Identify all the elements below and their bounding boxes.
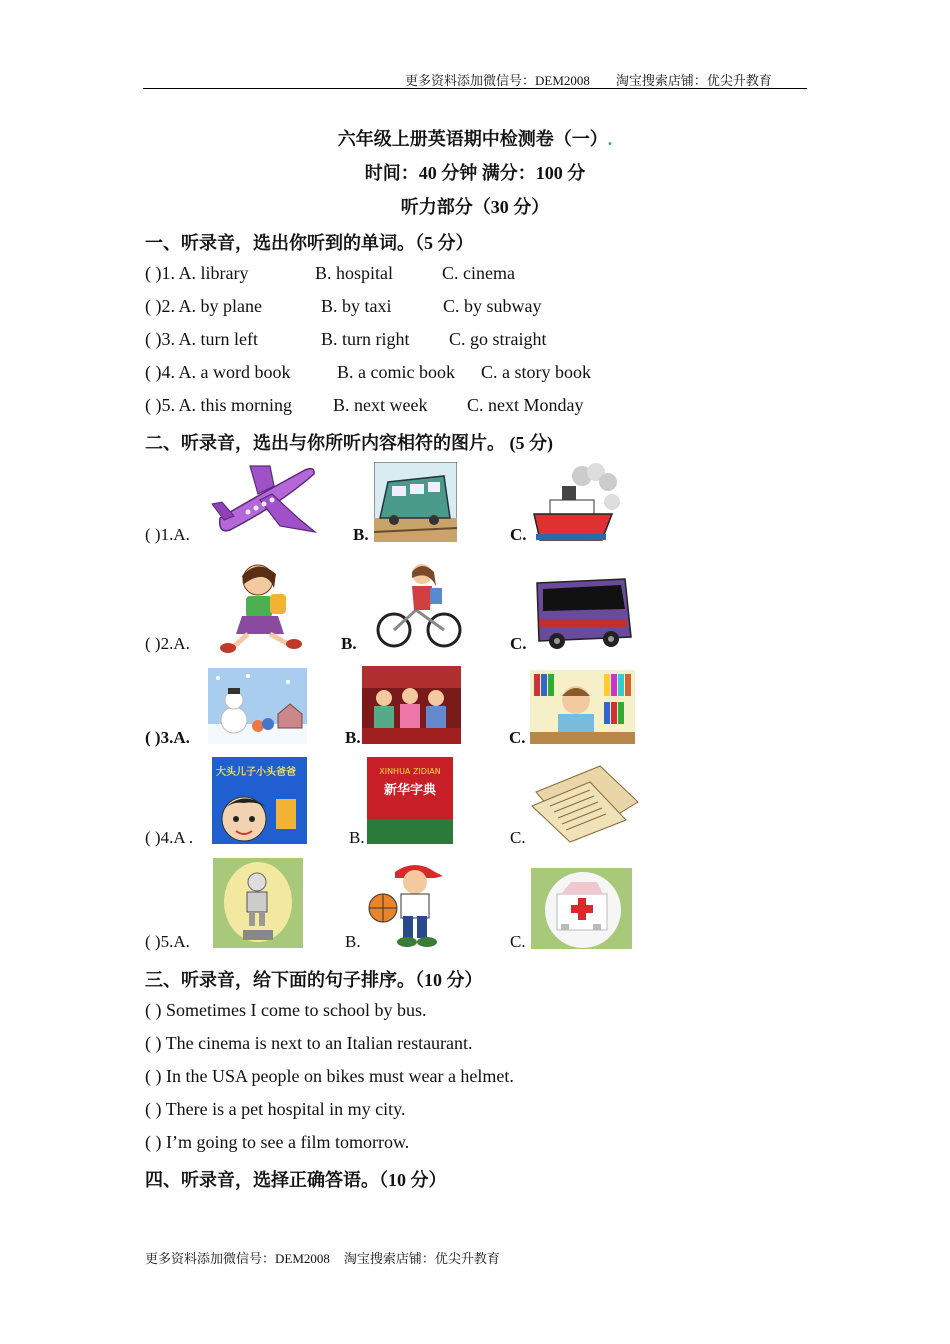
footer-shop: 淘宝搜索店铺：优尖升教育 xyxy=(343,1251,500,1266)
dictionary-picture xyxy=(367,757,453,844)
row1-question: ( )1.A. xyxy=(145,525,190,544)
basketball-boy-picture xyxy=(365,858,463,950)
row2-question: ( )2.A. xyxy=(145,634,190,653)
row5-question: ( )5.A. xyxy=(145,932,190,951)
row4-c-label: C. xyxy=(510,828,526,847)
robot-picture xyxy=(213,858,303,948)
footer-wechat: 更多资料添加微信号：DEM2008 xyxy=(145,1251,330,1266)
row5-c-label: C. xyxy=(510,932,526,951)
walking-girl-picture xyxy=(214,560,308,654)
list-item: ( ) There is a pet hospital in my city. xyxy=(145,1099,406,1119)
exam-time: 时间：40 分钟 满分：100 分 xyxy=(364,163,586,183)
cinema-audience-picture xyxy=(362,666,461,744)
newspaper-picture xyxy=(530,762,640,844)
section1-heading: 一、听录音，选出你听到的单词。（5 分） xyxy=(145,233,474,253)
page-footer xyxy=(145,1248,514,1267)
row5-b-label: B. xyxy=(345,932,361,951)
row2-c-label: C. xyxy=(510,634,527,653)
dictionary-title: 新华字典 xyxy=(383,783,436,798)
listening-part-title: 听力部分（30 分） xyxy=(400,197,550,217)
list-item: ( )3. A. turn left B. turn right C. go straight xyxy=(145,329,547,349)
hospital-picture xyxy=(531,868,632,949)
row4-question: ( )4.A . xyxy=(145,828,194,847)
list-item: ( )2. A. by plane B. by taxi C. by subway xyxy=(145,296,542,316)
comic-book-picture xyxy=(212,757,307,844)
cyclist-picture xyxy=(372,560,468,652)
row1-c-label: C. xyxy=(510,525,527,544)
train-picture xyxy=(374,462,457,542)
row4-b-label: B. xyxy=(349,828,365,847)
section2-heading: 二、听录音，选出与你所听内容相符的图片。 (5 分) xyxy=(145,433,553,453)
list-item: ( ) I’m going to see a film tomorrow. xyxy=(145,1132,410,1152)
list-item: ( ) The cinema is next to an Italian restaurant. xyxy=(145,1033,473,1053)
header-wechat: 更多资料添加微信号：DEM2008 xyxy=(405,73,590,88)
header-rule xyxy=(143,88,807,89)
row2-b-label: B. xyxy=(341,634,357,653)
bus-picture xyxy=(533,575,633,650)
list-item: ( )4. A. a word book B. a comic book C. a story book xyxy=(145,362,591,382)
list-item: ( ) Sometimes I come to school by bus. xyxy=(145,1000,427,1020)
list-item: ( ) In the USA people on bikes must wear a helmet. xyxy=(145,1066,514,1086)
reading-boy-picture xyxy=(530,670,635,744)
list-item: ( )1. A. library B. hospital C. cinema xyxy=(145,263,515,283)
row3-c-label: C. xyxy=(509,728,526,747)
comic-book-title: 大头儿子小头爸爸 xyxy=(216,767,296,778)
airplane-picture xyxy=(210,460,320,544)
section4-heading: 四、听录音，选择正确答语。（10 分） xyxy=(145,1170,447,1190)
row3-b-label: B. xyxy=(345,728,361,747)
list-item: ( )5. A. this morning B. next week C. next Monday xyxy=(145,395,584,415)
snowman-picture xyxy=(208,668,307,744)
row1-b-label: B. xyxy=(353,525,369,544)
exam-title: 六年级上册英语期中检测卷（一）. xyxy=(337,129,613,149)
header-shop: 淘宝搜索店铺：优尖升教育 xyxy=(615,73,772,88)
row3-question: ( )3.A. xyxy=(145,728,190,747)
ship-picture xyxy=(532,462,620,542)
section3-heading: 三、听录音，给下面的句子排序。（10 分） xyxy=(145,970,483,990)
dictionary-pinyin: XINHUA ZIDIAN xyxy=(379,767,441,776)
page-header xyxy=(405,70,798,89)
